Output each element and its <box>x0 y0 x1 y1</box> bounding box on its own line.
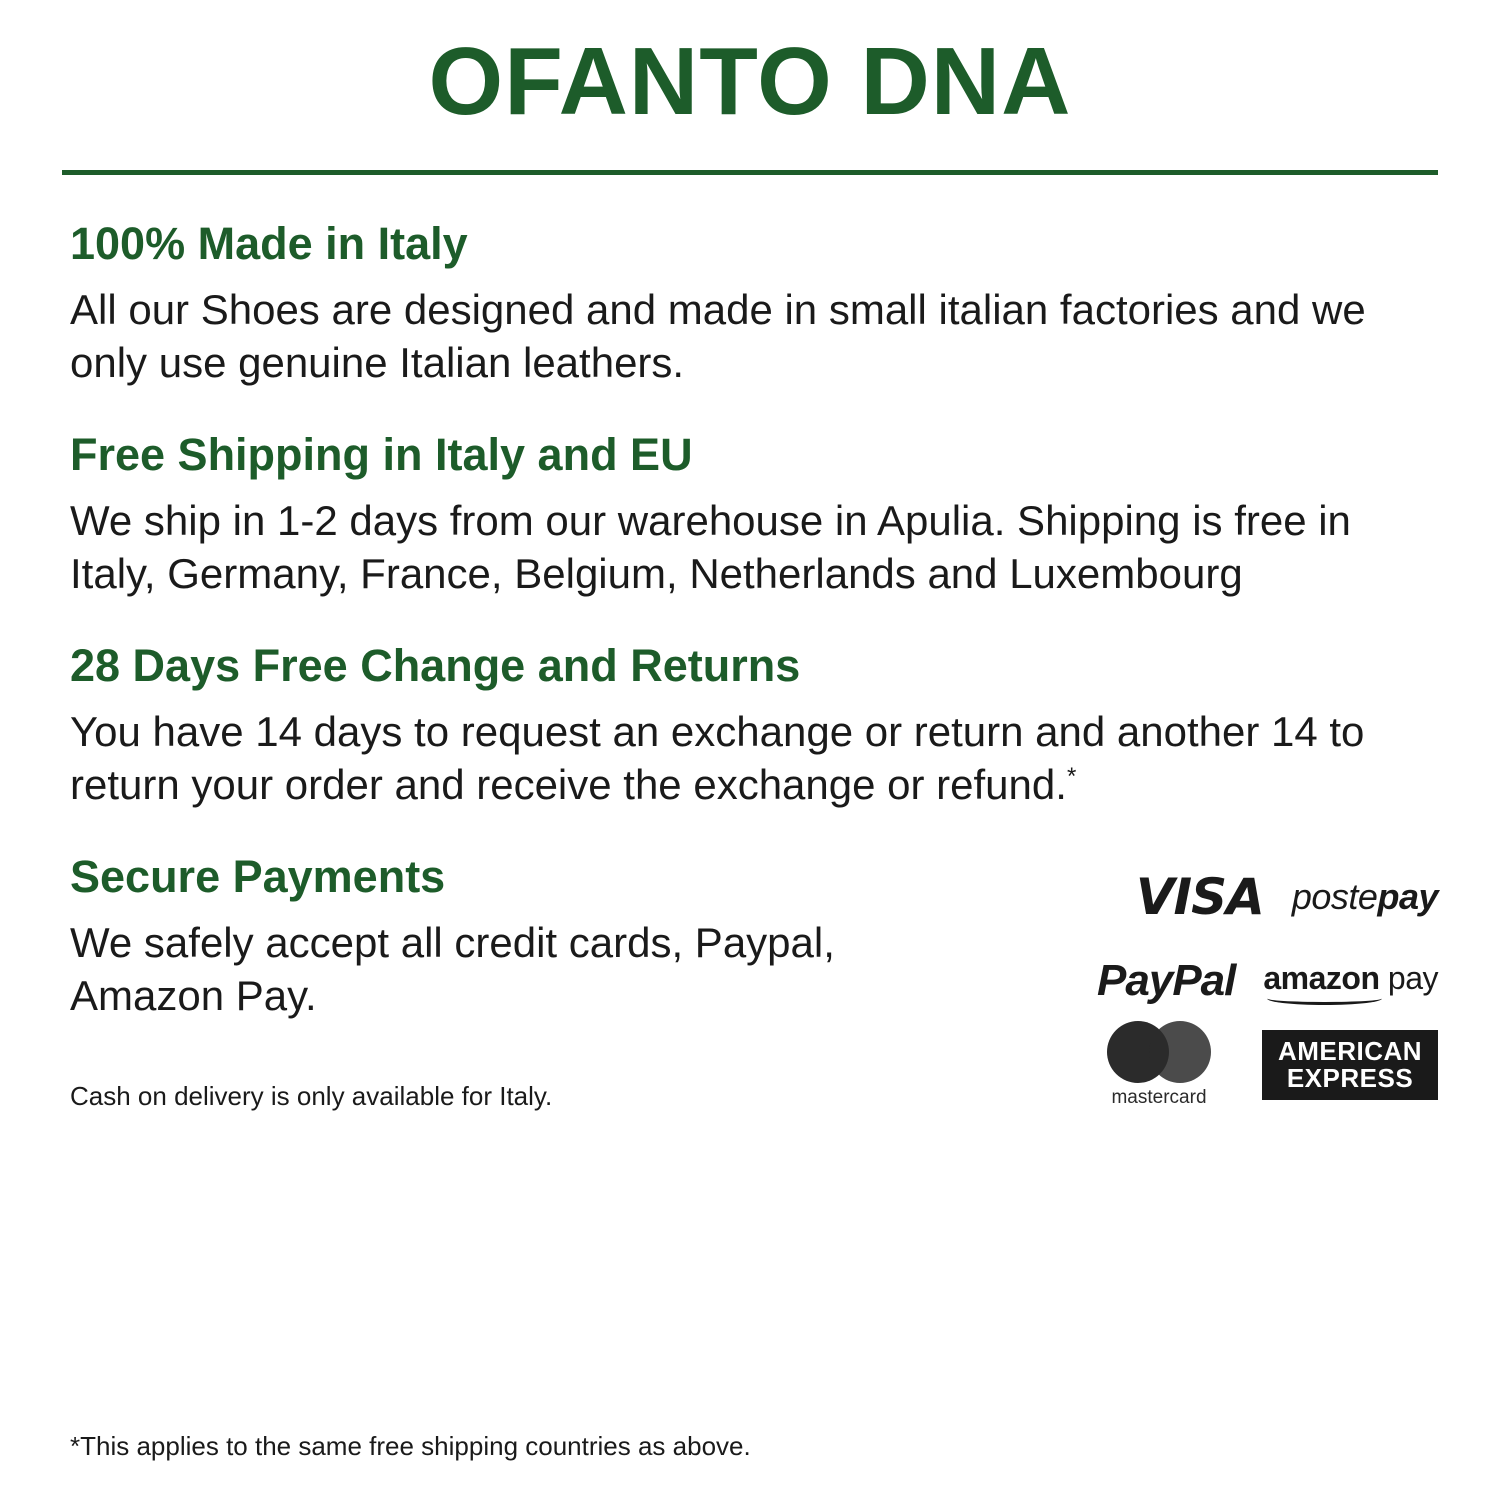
amazon-pay-icon: amazon pay <box>1263 960 1438 1003</box>
payment-logos <box>1048 866 1438 1108</box>
page-footnote: *This applies to the same free shipping countries as above. <box>70 1431 751 1461</box>
payment-logo-row-2 <box>1048 950 1438 1012</box>
section-heading: 28 Days Free Change and Returns <box>70 640 801 691</box>
paypal-icon: PayPal <box>1097 956 1236 1005</box>
cash-on-delivery-note: Cash on delivery is only available for Italy. <box>70 1081 553 1111</box>
payment-logo-row-3 <box>1048 1034 1438 1108</box>
section-body-text: You have 14 days to request an exchange or return and another 14 to return your order and receive the exchange or refund. <box>70 707 1365 809</box>
section-body <box>70 705 1410 813</box>
amex-line-2: EXPRESS <box>1286 1063 1414 1093</box>
title-divider <box>62 170 1438 175</box>
section-heading: Secure Payments <box>70 851 446 902</box>
page-title: OFANTO DNA <box>428 28 1072 135</box>
section-body: We ship in 1-2 days from our warehouse in Apulia. Shipping is free in Italy, Germany, France, Belgium, Netherlands and Luxembourg <box>70 496 1351 598</box>
mastercard-circles-icon <box>1107 1021 1211 1083</box>
section-made-in-italy <box>62 219 1438 390</box>
mastercard-icon <box>1084 1021 1234 1109</box>
footnote-marker: * <box>1066 763 1077 791</box>
section-body: All our Shoes are designed and made in small italian factories and we only use genuine Italian leathers. <box>70 285 1366 387</box>
section-heading: 100% Made in Italy <box>70 218 468 269</box>
section-free-shipping <box>62 430 1438 601</box>
american-express-icon <box>1262 1030 1438 1099</box>
payments-text-block <box>62 852 950 1112</box>
postepay-icon: postepay <box>1291 876 1438 917</box>
mastercard-label: mastercard <box>1111 1087 1207 1108</box>
amazon-smile-icon <box>1267 992 1382 1005</box>
section-heading: Free Shipping in Italy and EU <box>70 429 693 480</box>
amex-line-1: AMERICAN <box>1277 1036 1423 1067</box>
section-secure-payments <box>62 852 1438 1112</box>
section-body: We safely accept all credit cards, Paypal, Amazon Pay. <box>70 918 835 1020</box>
section-returns <box>62 641 1438 812</box>
payment-logo-row-1 <box>1048 866 1438 928</box>
visa-icon: VISA <box>1135 868 1264 926</box>
